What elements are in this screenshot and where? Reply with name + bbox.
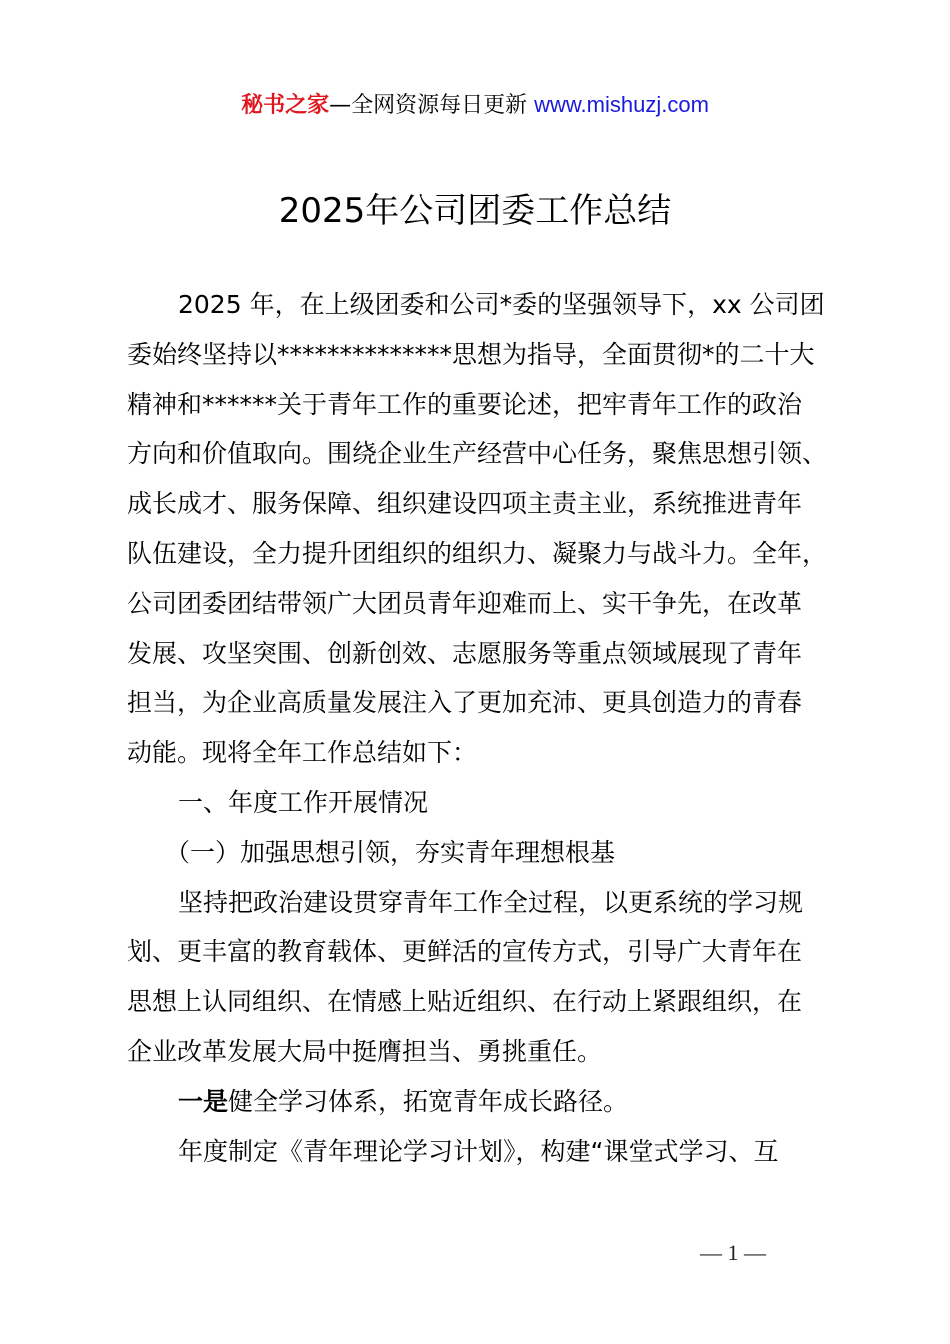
- watermark-header: [0, 88, 950, 119]
- paragraph-line: 方向和价值取向。围绕企业生产经营中心任务，聚焦思想引领、: [127, 439, 828, 469]
- paragraph-line: 动能。现将全年工作总结如下：: [127, 738, 478, 768]
- point-text: 健全学习体系，拓宽青年成长路径。: [228, 1086, 629, 1116]
- paragraph-line: 公司团委团结带领广大团员青年迎难而上、实干争先，在改革: [127, 588, 803, 618]
- brand-name: 秘书之家: [241, 93, 330, 118]
- paragraph-line: 队伍建设，全力提升团组织的组织力、凝聚力与战斗力。全年，: [127, 538, 828, 568]
- header-tagline: —全网资源每日更新: [329, 93, 535, 118]
- document-title: 2025年公司团委工作总结: [278, 191, 672, 231]
- paragraph-line: 坚持把政治建设贯穿青年工作全过程，以更系统的学习规: [178, 887, 804, 917]
- paragraph-line: 年度制定《青年理论学习计划》，构建“课堂式学习、互: [178, 1136, 779, 1166]
- paragraph-line: 委始终坚持以**************思想为指导，全面贯彻*的二十大: [127, 339, 815, 369]
- section-heading: 一、年度工作开展情况: [178, 787, 429, 817]
- subsection-heading: （一）加强思想引领，夯实青年理想根基: [165, 837, 616, 867]
- point-heading: [127, 1084, 847, 1134]
- paragraph-line: 发展、攻坚突围、创新创效、志愿服务等重点领域展现了青年: [127, 638, 803, 668]
- paragraph-line: 思想上认同组织、在情感上贴近组织、在行动上紧跟组织，在: [127, 987, 803, 1017]
- page-number: — 1 —: [700, 1240, 766, 1265]
- paragraph-line: 企业改革发展大局中挺膺担当、勇挑重任。: [127, 1036, 603, 1066]
- header-url-link[interactable]: www.mishuzj.com: [534, 92, 709, 117]
- paragraph-line: 2025 年，在上级团委和公司*委的坚强领导下，xx 公司团: [178, 290, 825, 319]
- point-label: 一是: [178, 1086, 229, 1116]
- paragraph-line: 成长成才、服务保障、组织建设四项主责主业，系统推进青年: [127, 489, 803, 519]
- paragraph-line: 精神和******关于青年工作的重要论述，把牢青年工作的政治: [127, 389, 803, 419]
- document-body: [127, 287, 847, 1183]
- paragraph-line: 担当，为企业高质量发展注入了更加充沛、更具创造力的青春: [127, 688, 803, 718]
- paragraph-line: 划、更丰富的教育载体、更鲜活的宣传方式，引导广大青年在: [127, 937, 803, 967]
